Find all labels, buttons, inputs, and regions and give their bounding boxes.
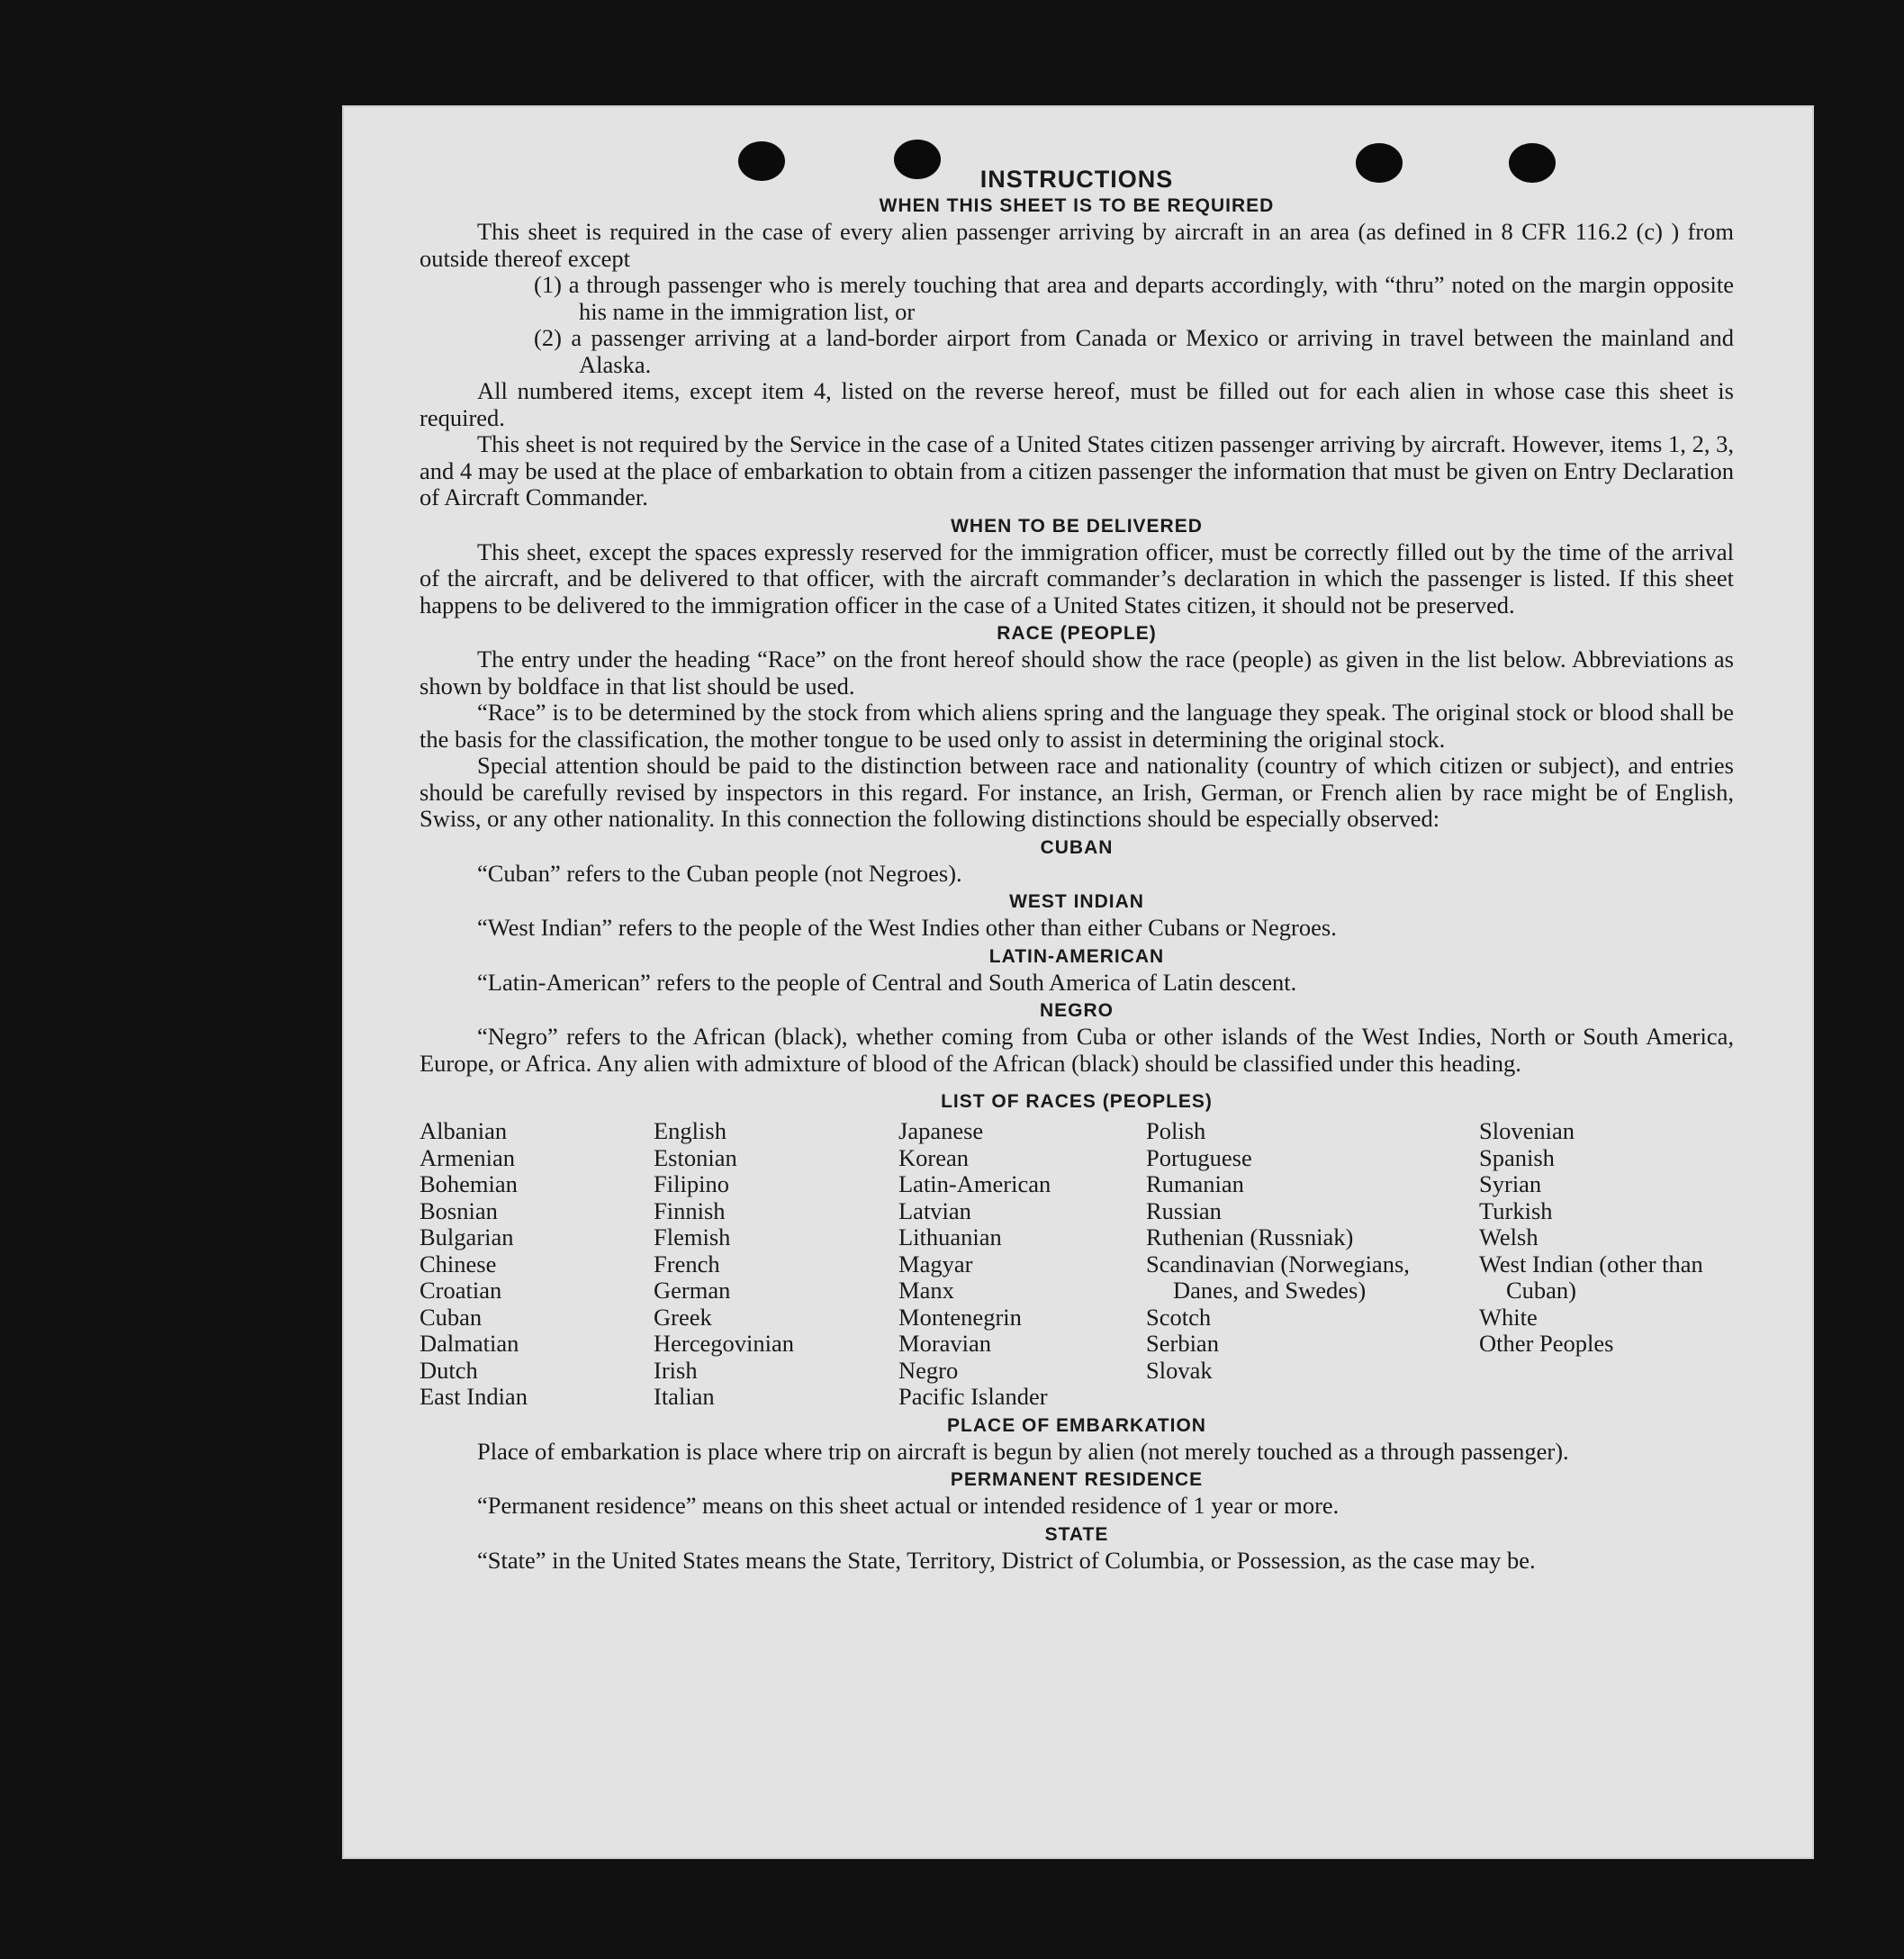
when-required-p2: All numbered items, except item 4, listed on the reverse hereof, must be filled out for each alien in whose case this sheet is required.	[420, 377, 1734, 431]
race-p1: The entry under the heading “Race” on the front hereof should show the race (people) as given in the list below. Abbreviations as shown by boldface in that list should be used.	[420, 645, 1734, 700]
race-item: Scandinavian (Norwegians, Danes, and Swedes)	[1146, 1250, 1410, 1304]
list-of-races	[420, 1118, 1734, 1411]
race-p3: Special attention should be paid to the distinction between race and nationality (country of which citizen or subject), and entries should be carefully revised by inspectors in this regard. For instance, an Irish, German, or French alien by race might be of English, Swiss, or any other nationality. In this connection the following distinctions should be especially observed:	[420, 752, 1734, 832]
west-indian-heading: WEST INDIAN	[1009, 891, 1144, 912]
race-item: Bohemian	[420, 1170, 518, 1197]
race-item: Korean	[898, 1143, 969, 1171]
form-sheet	[342, 105, 1814, 1859]
race-column-2	[654, 1118, 898, 1411]
race-item: Japanese	[898, 1117, 984, 1144]
when-required-heading: WHEN THIS SHEET IS TO BE REQUIRED	[879, 195, 1275, 216]
list-of-races-heading: LIST OF RACES (PEOPLES)	[941, 1091, 1213, 1112]
race-item: Syrian	[1479, 1170, 1542, 1197]
race-heading: RACE (PEOPLE)	[997, 623, 1157, 644]
when-delivered-heading: WHEN TO BE DELIVERED	[951, 515, 1203, 537]
race-item: Latin-American	[898, 1170, 1051, 1197]
race-item: Flemish	[654, 1223, 731, 1250]
race-item: Cuban	[420, 1303, 483, 1331]
race-item: Italian	[654, 1383, 715, 1410]
race-item: English	[654, 1117, 726, 1144]
race-item: Bulgarian	[420, 1223, 514, 1250]
race-item: Other Peoples	[1479, 1330, 1614, 1357]
race-item: Estonian	[654, 1143, 737, 1171]
race-item: Armenian	[420, 1143, 515, 1171]
race-item: Welsh	[1479, 1223, 1539, 1250]
race-item: Latvian	[898, 1196, 971, 1224]
race-item: Filipino	[654, 1170, 729, 1197]
race-item: East Indian	[420, 1383, 528, 1410]
when-required-p1: This sheet is required in the case of every alien passenger arriving by aircraft in an area (as defined in 8 CFR 116.2 (c) ) from outside thereof except	[420, 218, 1734, 272]
negro-heading: NEGRO	[1039, 1000, 1114, 1021]
race-item: Manx	[898, 1277, 954, 1304]
race-item: French	[654, 1250, 720, 1277]
race-item: Turkish	[1479, 1196, 1553, 1224]
state-text: “State” in the United States means the State, Territory, District of Columbia, or Possession, as the case may be.	[477, 1546, 1536, 1574]
latin-american-text: “Latin-American” refers to the people of Central and South America of Latin descent.	[477, 968, 1297, 996]
instructions-content	[420, 165, 1734, 1574]
race-column-3	[898, 1118, 1146, 1411]
embarkation-heading: PLACE OF EMBARKATION	[947, 1414, 1206, 1436]
race-item: White	[1479, 1303, 1538, 1331]
race-item: Spanish	[1479, 1143, 1555, 1171]
race-item: Serbian	[1146, 1330, 1219, 1357]
embarkation-text: Place of embarkation is place where trip on aircraft is begun by alien (not merely touched as a through passenger).	[477, 1437, 1569, 1465]
race-item: Russian	[1146, 1196, 1222, 1224]
race-item: Montenegrin	[898, 1303, 1022, 1331]
exception-item-2: (2) a passenger arriving at a land-border airport from Canada or Mexico or arriving in travel between the mainland and Alaska.	[534, 324, 1734, 378]
race-item: Bosnian	[420, 1196, 498, 1224]
instructions-title: INSTRUCTIONS	[979, 166, 1174, 193]
race-column-5	[1479, 1118, 1734, 1411]
race-column-1	[420, 1118, 654, 1411]
cuban-heading: CUBAN	[1040, 836, 1114, 858]
exception-item-1: (1) a through passenger who is merely touching that area and departs accordingly, with “thru” noted on the margin opposite his name in the immigration list, or	[534, 271, 1734, 325]
race-item: Magyar	[898, 1250, 973, 1277]
race-item: Ruthenian (Russniak)	[1146, 1223, 1354, 1250]
race-p2: “Race” is to be determined by the stock from which aliens spring and the language they speak. The original stock or blood shall be the basis for the classification, the mother tongue to be used only to assist in determining the original stock.	[420, 699, 1734, 753]
latin-american-heading: LATIN-AMERICAN	[988, 945, 1165, 967]
race-item: Finnish	[654, 1196, 726, 1224]
race-item: Croatian	[420, 1277, 502, 1304]
race-item: Dutch	[420, 1356, 478, 1384]
when-delivered-p1: This sheet, except the spaces expressly reserved for the immigration officer, must be correctly filled out by the time of the arrival of the aircraft, and be delivered to that officer, with the aircraft commander’s declaration in which the passenger is listed. If this sheet happens to be delivered to the immigration officer in the case of a United States citizen, it should not be preserved.	[420, 537, 1734, 618]
race-item: Hercegovinian	[654, 1330, 794, 1357]
race-item: Slovenian	[1479, 1117, 1575, 1144]
residence-heading: PERMANENT RESIDENCE	[950, 1469, 1204, 1490]
race-item: Slovak	[1146, 1356, 1213, 1384]
residence-text: “Permanent residence” means on this sheet actual or intended residence of 1 year or more.	[477, 1492, 1340, 1519]
race-item: Moravian	[898, 1330, 992, 1357]
negro-text: “Negro” refers to the African (black), whether coming from Cuba or other islands of the West Indies, North or South America, Europe, or Africa. Any alien with admixture of blood of the African (black) should be classified under this heading.	[420, 1023, 1734, 1077]
race-item: Irish	[654, 1356, 698, 1384]
race-item: Dalmatian	[420, 1330, 519, 1357]
race-item: Chinese	[420, 1250, 497, 1277]
race-item: German	[654, 1277, 731, 1304]
race-item: Scotch	[1146, 1303, 1212, 1331]
west-indian-text: “West Indian” refers to the people of the West Indies other than either Cubans or Negroes.	[477, 914, 1337, 941]
when-required-p3: This sheet is not required by the Service in the case of a United States citizen passenger arriving by aircraft. However, items 1, 2, 3, and 4 may be used at the place of embarkation to obtain from a citizen passenger the information that must be given on Entry Declaration of Aircraft Commander.	[420, 430, 1734, 510]
race-item: Albanian	[420, 1117, 508, 1144]
race-column-4	[1146, 1118, 1479, 1411]
race-item: Portuguese	[1146, 1143, 1252, 1171]
cuban-text: “Cuban” refers to the Cuban people (not Negroes).	[477, 859, 962, 887]
race-item: Greek	[654, 1303, 712, 1331]
race-item: Negro	[898, 1356, 959, 1384]
race-item: Polish	[1146, 1117, 1206, 1144]
race-item: Lithuanian	[898, 1223, 1002, 1250]
race-item: Rumanian	[1146, 1170, 1244, 1197]
state-heading: STATE	[1044, 1523, 1109, 1545]
race-item: West Indian (other than Cuban)	[1479, 1250, 1703, 1304]
race-item: Pacific Islander	[898, 1383, 1048, 1410]
